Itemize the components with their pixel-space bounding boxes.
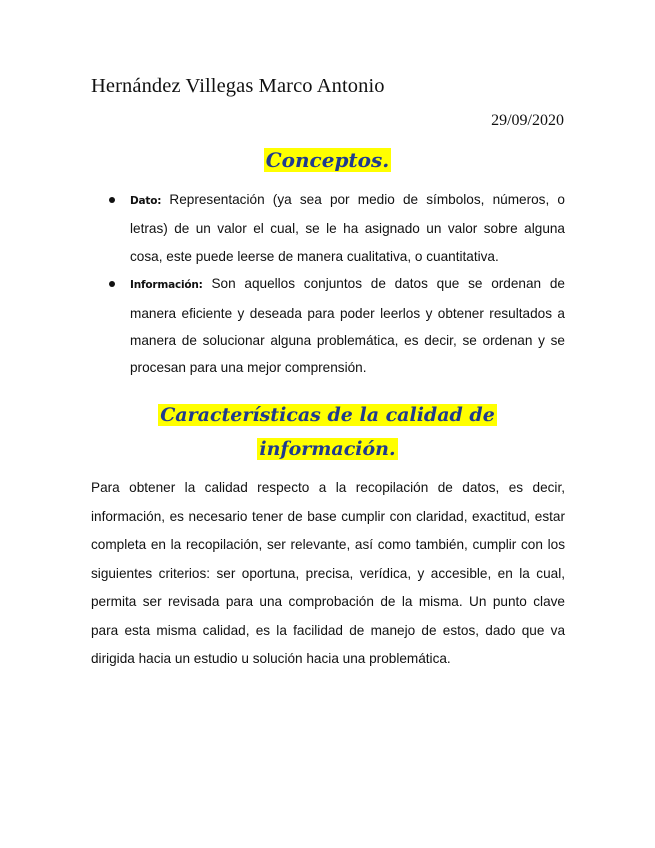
section-title-conceptos-text: Conceptos. — [265, 148, 390, 172]
list-item-dato — [107, 186, 565, 270]
definition-dato: Representación (ya sea por medio de símbolos, números, o letras) de un valor el cual, se le ha asignado un valor sobre alguna cosa, este puede leerse de manera cualitativa, o cuantitativa. — [130, 192, 565, 264]
section-title-caracteristicas — [60, 398, 595, 466]
body-paragraph: Para obtener la calidad respecto a la recopilación de datos, es decir, información, es necesario tener de base cumplir con claridad, exactitud, estar completa en la recopilación, ser relevante, así como también, cumplir con los siguientes criterios: ser oportuna, precisa, verídica, y accesible, en la cual, permita ser revisada para una comprobación de la misma. Un punto clave para esta misma calidad, es la facilidad de manejo de estos, dado que va dirigida hacia un estudio u solución hacia una problemática. — [91, 480, 565, 666]
document-date: 29/09/2020 — [491, 112, 564, 129]
definition-informacion: Son aquellos conjuntos de datos que se ordenan de manera eficiente y deseada para poder leerlos y obtener resultados a manera de solucionar alguna problemática, es decir, se ordenan y se procesan para una mejor comprensión. — [130, 276, 565, 376]
author-name: Hernández Villegas Marco Antonio — [91, 75, 385, 97]
section-title-conceptos — [0, 145, 655, 175]
section-title-line1: Características de la calidad de — [160, 404, 495, 426]
section-title-line2: información. — [259, 438, 396, 460]
list-item-informacion — [107, 270, 565, 382]
term-dato: Dato: — [130, 195, 162, 207]
concepts-list — [107, 186, 565, 382]
term-informacion: Información: — [130, 279, 203, 292]
